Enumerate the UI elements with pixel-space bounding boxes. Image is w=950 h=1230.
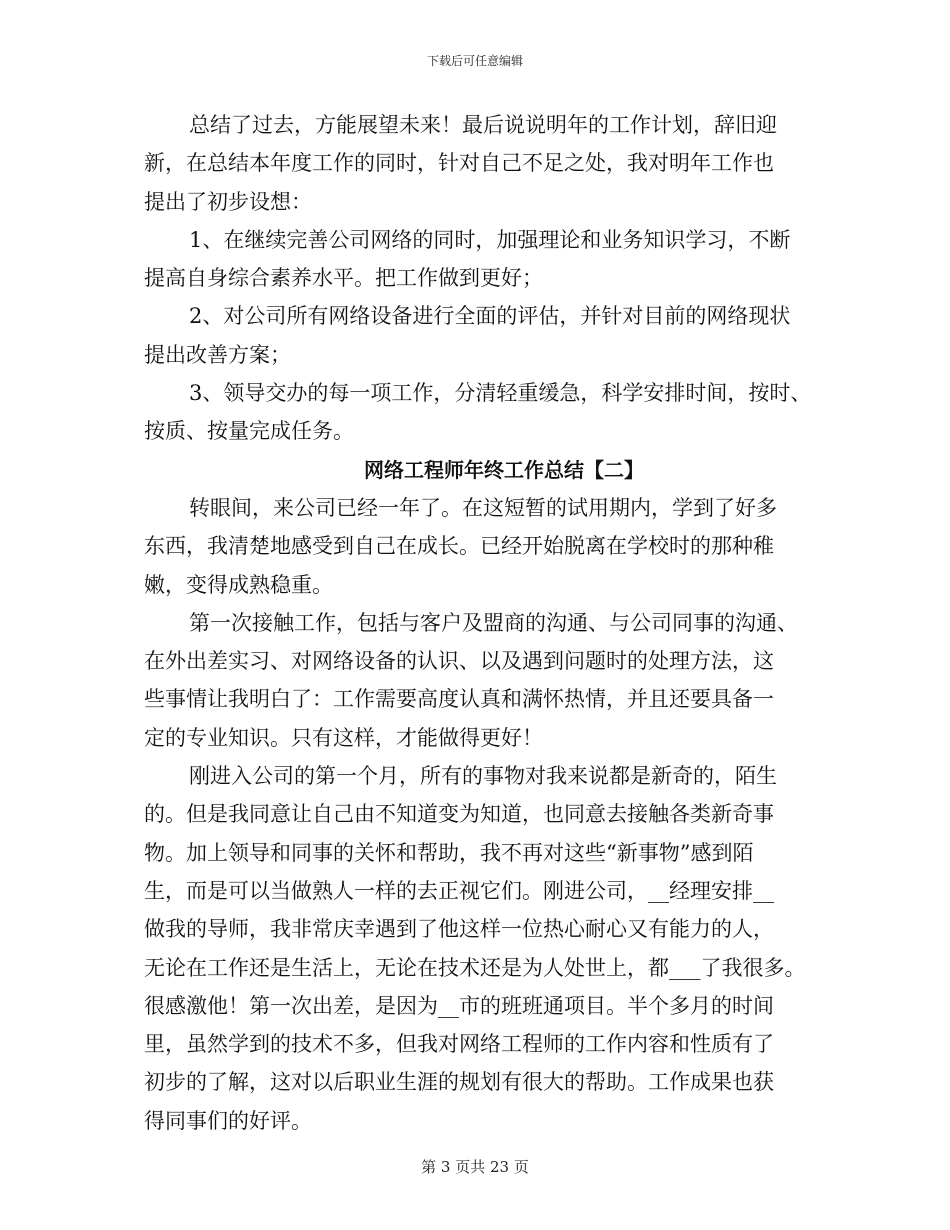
paragraph-line: 刚进入公司的第一个月，所有的事物对我来说都是新奇的，陌生	[189, 764, 777, 789]
paragraph-line: 总结了过去，方能展望未来！最后说说明年的工作计划，辞旧迎	[189, 113, 777, 137]
paragraph-line: 里，虽然学到的技术不多，但我对网络工程师的工作内容和性质有了	[144, 1032, 774, 1057]
paragraph-line: 嫩，变得成熟稳重。	[144, 572, 333, 597]
list-item-line: 2、对公司所有网络设备进行全面的评估，并针对目前的网络现状	[189, 304, 791, 329]
paragraph-line: 东西，我清楚地感受到自己在成长。已经开始脱离在学校时的那种稚	[144, 534, 774, 559]
paragraph-line: 转眼间，来公司已经一年了。在这短暂的试用期内，学到了好多	[189, 495, 777, 520]
paragraph-line: 定的专业知识。只有这样，才能做得更好！	[144, 725, 543, 750]
page-number: 第 3 页共 23 页	[421, 1158, 529, 1176]
paragraph-line: 得同事们的好评。	[144, 1108, 312, 1133]
paragraph-line: 物。加上领导和同事的关怀和帮助，我不再对这些“新事物”感到陌	[144, 840, 754, 865]
list-item-line: 3、领导交办的每一项工作，分清轻重缓急，科学安排时间，按时、	[189, 381, 812, 406]
list-item-line: 提高自身综合素养水平。把工作做到更好；	[144, 266, 543, 291]
paragraph-line: 的。但是我同意让自己由不知道变为知道，也同意去接触各类新奇事	[144, 802, 774, 827]
list-item-line: 1、在继续完善公司网络的同时，加强理论和业务知识学习，不断	[189, 227, 791, 252]
list-item-line: 按质、按量完成任务。	[144, 419, 354, 444]
section-title: 网络工程师年终工作总结【二】	[364, 457, 644, 482]
list-item-line: 提出改善方案；	[144, 342, 291, 367]
page-header: 下载后可任意编辑	[426, 54, 523, 68]
paragraph-line: 做我的导师，我非常庆幸遇到了他这样一位热心耐心又有能力的人，	[144, 917, 774, 942]
paragraph-line: 提出了初步设想：	[144, 189, 312, 214]
paragraph-line: 无论在工作还是生活上，无论在技术还是为人处世上，都___了我很多。	[144, 955, 806, 980]
paragraph-line: 很感激他！第一次出差，是因为__市的班班通项目。半个多月的时间	[144, 993, 774, 1018]
paragraph-line: 初步的了解，这对以后职业生涯的规划有很大的帮助。工作成果也获	[144, 1070, 774, 1095]
paragraph-line: 新，在总结本年度工作的同时，针对自己不足之处，我对明年工作也	[144, 151, 774, 176]
paragraph-line: 些事情让我明白了：工作需要高度认真和满怀热情，并且还要具备一	[144, 687, 774, 712]
document-body	[144, 106, 834, 1140]
paragraph-line: 生，而是可以当做熟人一样的去正视它们。刚进公司，__经理安排__	[144, 878, 774, 903]
paragraph-line: 在外出差实习、对网络设备的认识、以及遇到问题时的处理方法，这	[144, 649, 774, 674]
paragraph-line: 第一次接触工作，包括与客户及盟商的沟通、与公司同事的沟通、	[189, 610, 798, 635]
